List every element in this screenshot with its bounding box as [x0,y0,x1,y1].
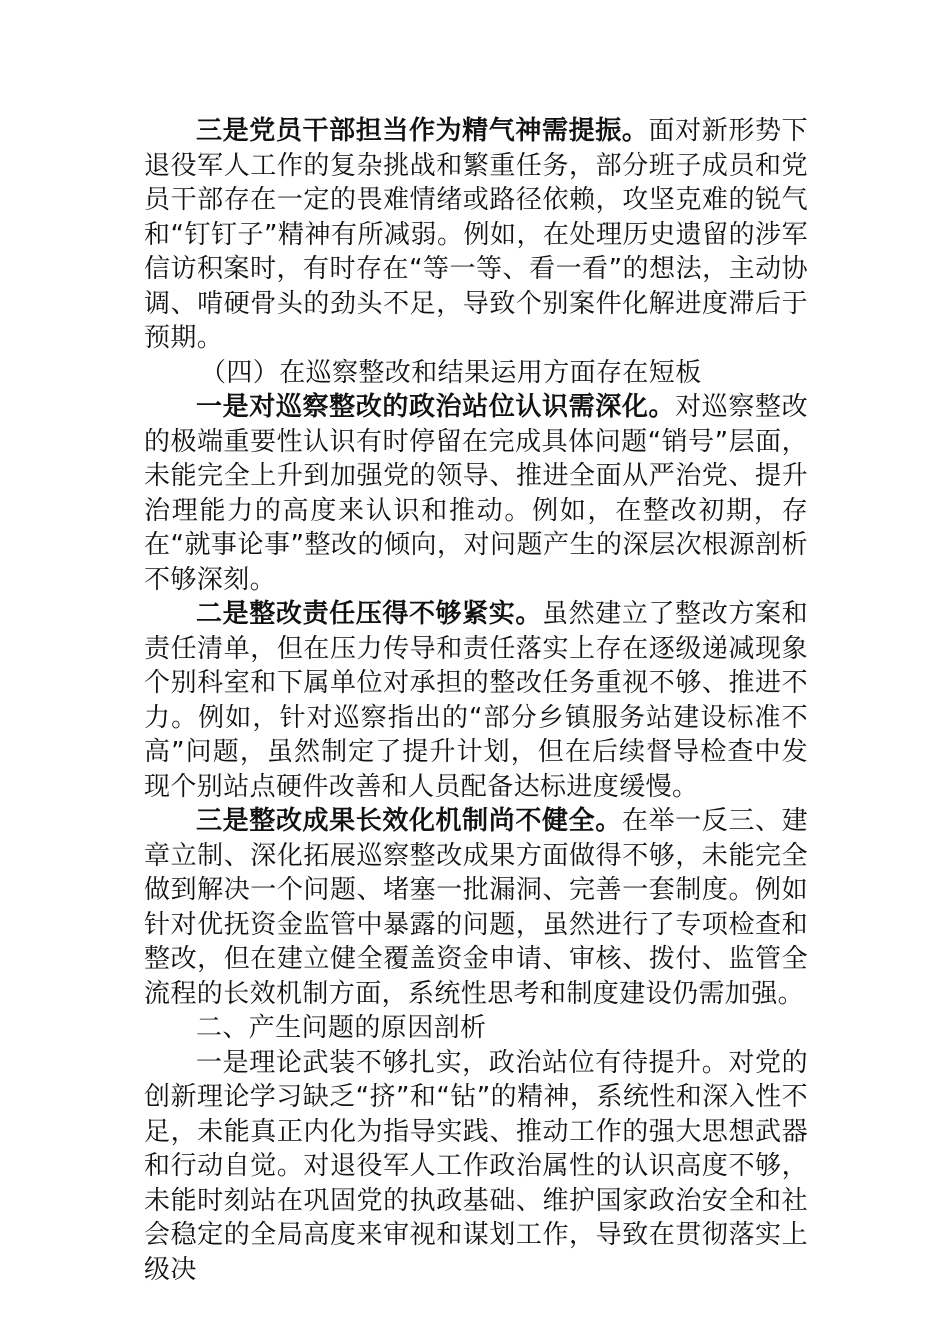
paragraph-text: 对巡察整改的极端重要性认识有时停留在完成具体问题“销号”层面，未能完全上升到加强党的领导、推进全面从严治党、提升治理能力的高度来认识和推动。例如，在整改初期，存在“就事论事”整改的倾向，对问题产生的深层次根源剖析不够深刻。 [144,392,808,595]
paragraph-lead: 一是对巡察整改的政治站位认识需深化。 [196,392,676,422]
paragraph-5 [144,1046,808,1288]
document-body [144,114,808,1287]
paragraph-lead: 二是整改责任压得不够紧实。 [196,599,543,629]
paragraph-lead: 三是整改成果长效化机制尚不健全。 [196,806,622,836]
section-heading-2: 二、产生问题的原因剖析 [196,1013,487,1043]
paragraph-1 [144,114,808,356]
paragraph-text: 一是理论武装不够扎实，政治站位有待提升。对党的创新理论学习缺乏“挤”和“钻”的精神，系统性和深入性不足，未能真正内化为指导实践、推动工作的强大思想武器和行动自觉。对退役军人工作政治属性的认识高度不够，未能时刻站在巩固党的执政基础、维护国家政治安全和社会稳定的全局高度来审视和谋划工作，导致在贯彻落实上级决 [144,1047,808,1285]
paragraph-text: 虽然建立了整改方案和责任清单，但在压力传导和责任落实上存在逐级递减现象个别科室和下属单位对承担的整改任务重视不够、推进不力。例如，针对巡察指出的“部分乡镇服务站建设标准不高”问题，虽然制定了提升计划，但在后续督导检查中发现个别站点硬件改善和人员配备达标进度缓慢。 [144,599,808,802]
paragraph-2 [144,390,808,597]
paragraph-4 [144,804,808,1011]
paragraph-text: 面对新形势下退役军人工作的复杂挑战和繁重任务，部分班子成员和党员干部存在一定的畏难情绪或路径依赖，攻坚克难的锐气和“钉钉子”精神有所减弱。例如，在处理历史遗留的涉军信访积案时，有时存在“等一等、看一看”的想法，主动协调、啃硬骨头的劲头不足，导致个别案件化解进度滞后于预期。 [144,116,808,353]
paragraph-text: 在举一反三、建章立制、深化拓展巡察整改成果方面做得不够，未能完全做到解决一个问题、堵塞一批漏洞、完善一套制度。例如针对优抚资金监管中暴露的问题，虽然进行了专项检查和整改，但在建立健全覆盖资金申请、审核、拨付、监管全流程的长效机制方面，系统性思考和制度建设仍需加强。 [144,806,808,1009]
paragraph-3 [144,597,808,804]
section-heading-4: （四）在巡察整改和结果运用方面存在短板 [200,357,702,388]
paragraph-lead: 三是党员干部担当作为精气神需提振。 [196,116,649,146]
